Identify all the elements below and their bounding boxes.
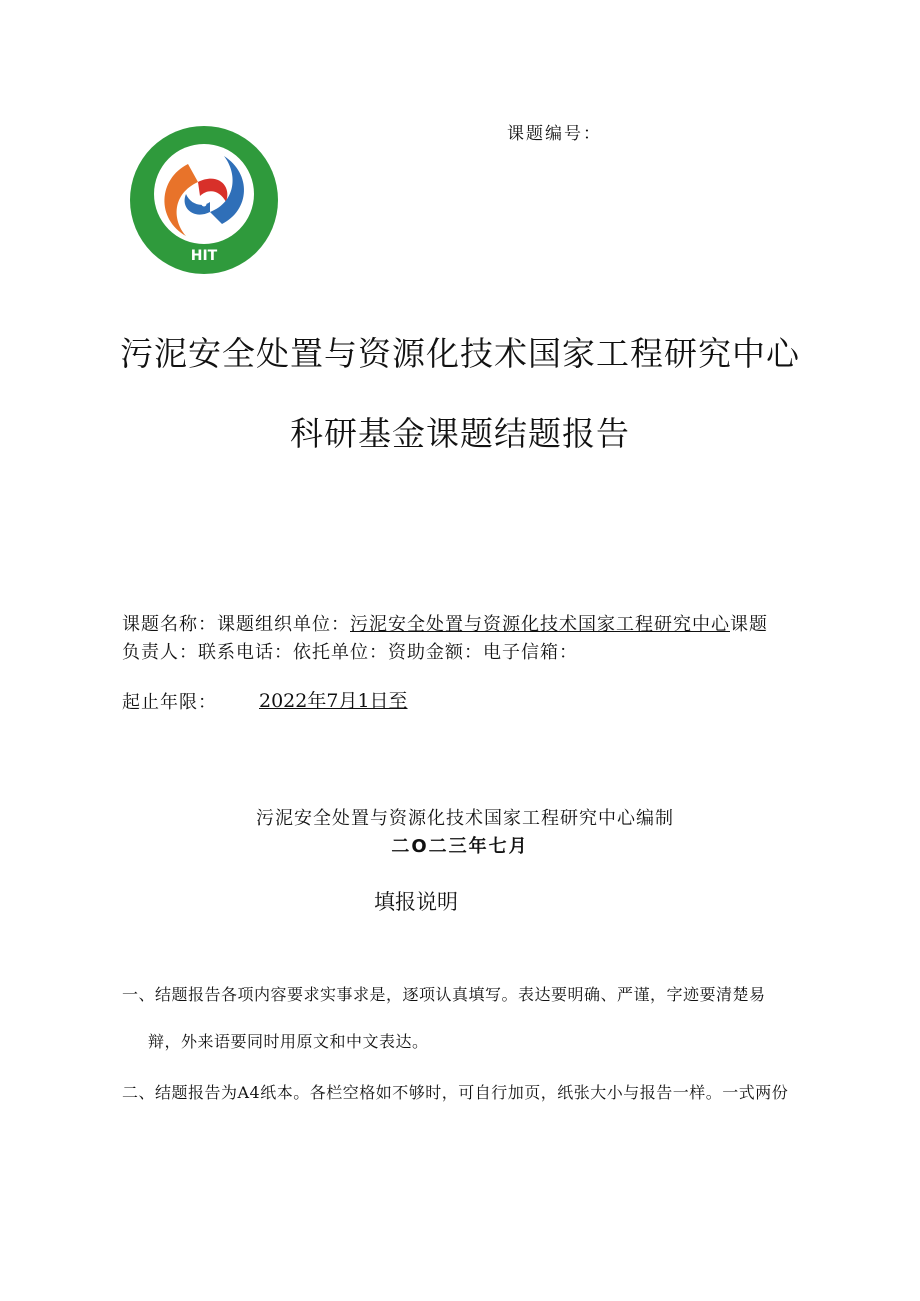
- compiled-date: 二O二三年七月: [391, 836, 529, 857]
- project-info-line1: [122, 611, 812, 639]
- report-title-line2: 科研基金课题结题报告: [290, 414, 630, 453]
- instruction-item-1: 一、结题报告各项内容要求实事求是，逐项认真填写。表达要明确、严谨，字迹要清楚易: [122, 985, 766, 1004]
- compiled-by: 污泥安全处置与资源化技术国家工程研究中心编制: [256, 808, 674, 829]
- instructions-title: 填报说明: [374, 890, 458, 914]
- center-logo: [128, 124, 280, 276]
- logo-abbr: HIT: [190, 248, 218, 264]
- project-info-suffix: 课题: [730, 614, 768, 635]
- logo-emblem-icon: [128, 124, 280, 276]
- project-info-block: [122, 611, 812, 667]
- period-label: 起止年限：: [122, 692, 217, 713]
- instruction-item-1-cont: 辩，外来语要同时用原文和中文表达。: [148, 1032, 429, 1051]
- project-info-prefix: 课题名称：课题组织单位：: [122, 614, 350, 635]
- report-title-line1: 污泥安全处置与资源化技术国家工程研究中心: [120, 334, 800, 373]
- topic-number-label: 课题编号：: [507, 124, 602, 144]
- period-value: 2022年7月1日至: [259, 690, 408, 712]
- instruction-item-2: 二、结题报告为A4纸本。各栏空格如不够时，可自行加页，纸张大小与报告一样。一式两份: [122, 1083, 789, 1102]
- project-info-line2: 负责人：联系电话：依托单位：资助金额：电子信箱：: [122, 642, 578, 663]
- organization-name: 污泥安全处置与资源化技术国家工程研究中心: [350, 614, 730, 635]
